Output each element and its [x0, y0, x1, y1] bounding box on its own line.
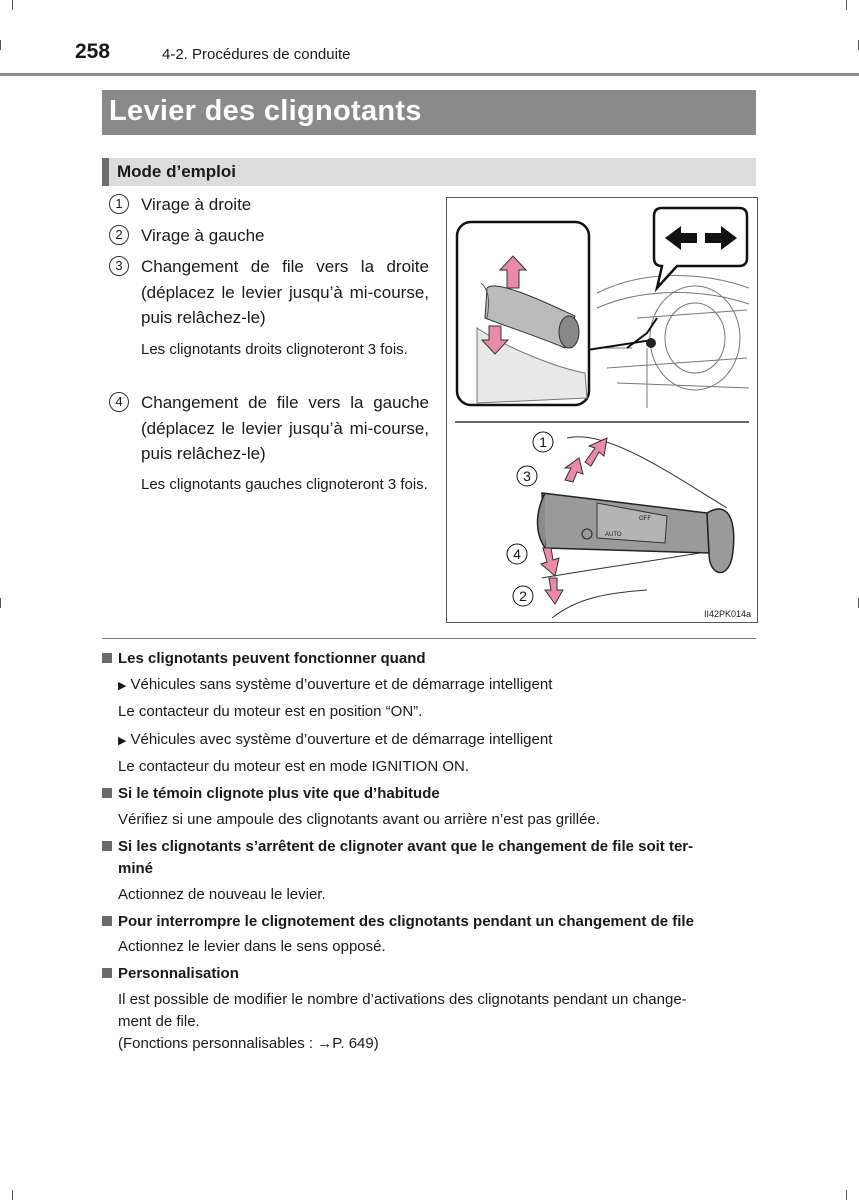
- step-item: [109, 254, 429, 331]
- step-item: [109, 390, 429, 467]
- lever-drawing: [447, 198, 757, 622]
- square-bullet-icon: [102, 968, 112, 978]
- step-text: Changement de file vers la droite (déplacez le levier jusqu’à mi-course, puis relâchez-le): [141, 257, 429, 327]
- section-separator: [102, 638, 756, 639]
- title-bar: [102, 90, 756, 135]
- direction-arrows-bubble: [654, 208, 747, 288]
- page-number: 258: [75, 40, 111, 63]
- note-line: [118, 1033, 758, 1055]
- note-heading: [102, 648, 762, 670]
- step-number-badge: 2: [109, 225, 129, 245]
- note-line: [118, 674, 758, 697]
- dashboard-sketch: [597, 276, 749, 409]
- crop-mark: [0, 40, 1, 50]
- lever-label-auto: AUTO: [605, 532, 622, 538]
- callout-2: 2: [519, 588, 527, 604]
- turn-signal-lever-illustration: [446, 197, 758, 623]
- section-bar: [102, 158, 756, 186]
- section-accent: [102, 158, 109, 186]
- note-heading: [102, 911, 762, 933]
- step-item: [109, 192, 429, 218]
- crop-mark: [0, 598, 1, 608]
- note-heading-text: Si le témoin clignote plus vite que d’habitude: [118, 785, 440, 802]
- lever-detail: [538, 437, 734, 618]
- note-line: Actionnez de nouveau le levier.: [118, 886, 326, 903]
- crop-mark: [846, 0, 847, 10]
- section-title: Mode d’emploi: [117, 162, 236, 181]
- step-note: Les clignotants gauches clignoteront 3 fois.: [141, 476, 428, 493]
- figure-code: II42PK014a: [703, 609, 751, 619]
- callout-4: 4: [513, 546, 521, 562]
- triangle-bullet-icon: ▶: [118, 680, 127, 692]
- step-text: Virage à gauche: [141, 226, 265, 245]
- square-bullet-icon: [102, 841, 112, 851]
- square-bullet-icon: [102, 788, 112, 798]
- step-item: [109, 223, 429, 249]
- note-heading: [102, 963, 762, 985]
- step-note: Les clignotants droits clignoteront 3 fois.: [141, 341, 408, 358]
- step-number-badge: 4: [109, 392, 129, 412]
- callout-3: 3: [523, 468, 531, 484]
- callout-1: 1: [539, 434, 547, 450]
- header-rule: [0, 73, 859, 76]
- crop-mark: [12, 1190, 13, 1200]
- note-heading: [102, 783, 762, 805]
- note-heading-text: Pour interrompre le clignotement des clignotants pendant un changement de file: [118, 913, 694, 930]
- note-text: Véhicules avec système d’ouverture et de démarrage intelligent: [130, 731, 553, 748]
- chapter-title: 4-2. Procédures de conduite: [162, 46, 351, 63]
- note-line: Le contacteur du moteur est en mode IGNITION ON.: [118, 758, 469, 775]
- step-number-badge: 1: [109, 194, 129, 214]
- note-line: ment de file.: [118, 1013, 200, 1030]
- lever-position-dot: [646, 338, 656, 348]
- note-line: Il est possible de modifier le nombre d’activations des clignotants pendant un change-: [118, 991, 687, 1008]
- note-line: Actionnez le levier dans le sens opposé.: [118, 938, 386, 955]
- note-heading-text: miné: [118, 860, 154, 877]
- note-text: (Fonctions personnalisables :: [118, 1035, 318, 1052]
- note-heading-continued: [102, 858, 762, 880]
- step-number-badge: 3: [109, 256, 129, 276]
- page-reference-arrow-icon: →: [317, 1035, 333, 1052]
- triangle-bullet-icon: ▶: [118, 735, 127, 747]
- note-line: Le contacteur du moteur est en position “ON”.: [118, 703, 423, 720]
- step-text: Virage à droite: [141, 195, 252, 214]
- crop-mark: [846, 1190, 847, 1200]
- step-text: Changement de file vers la gauche (déplacez le levier jusqu’à mi-course, puis relâchez-le): [141, 393, 429, 463]
- note-heading-text: Les clignotants peuvent fonctionner quand: [118, 650, 426, 667]
- page-reference[interactable]: P. 649): [332, 1035, 379, 1052]
- square-bullet-icon: [102, 916, 112, 926]
- square-bullet-icon: [102, 653, 112, 663]
- lever-label-off: OFF: [639, 516, 651, 522]
- page-title: Levier des clignotants: [109, 95, 422, 127]
- note-line: Vérifiez si une ampoule des clignotants avant ou arrière n’est pas grillée.: [118, 811, 600, 828]
- note-heading-text: Si les clignotants s’arrêtent de clignoter avant que le changement de file soit ter-: [118, 838, 694, 855]
- note-heading: [102, 836, 762, 858]
- note-line: [118, 729, 758, 752]
- note-heading-text: Personnalisation: [118, 965, 239, 982]
- note-text: Véhicules sans système d’ouverture et de démarrage intelligent: [130, 676, 553, 693]
- crop-mark: [12, 0, 13, 10]
